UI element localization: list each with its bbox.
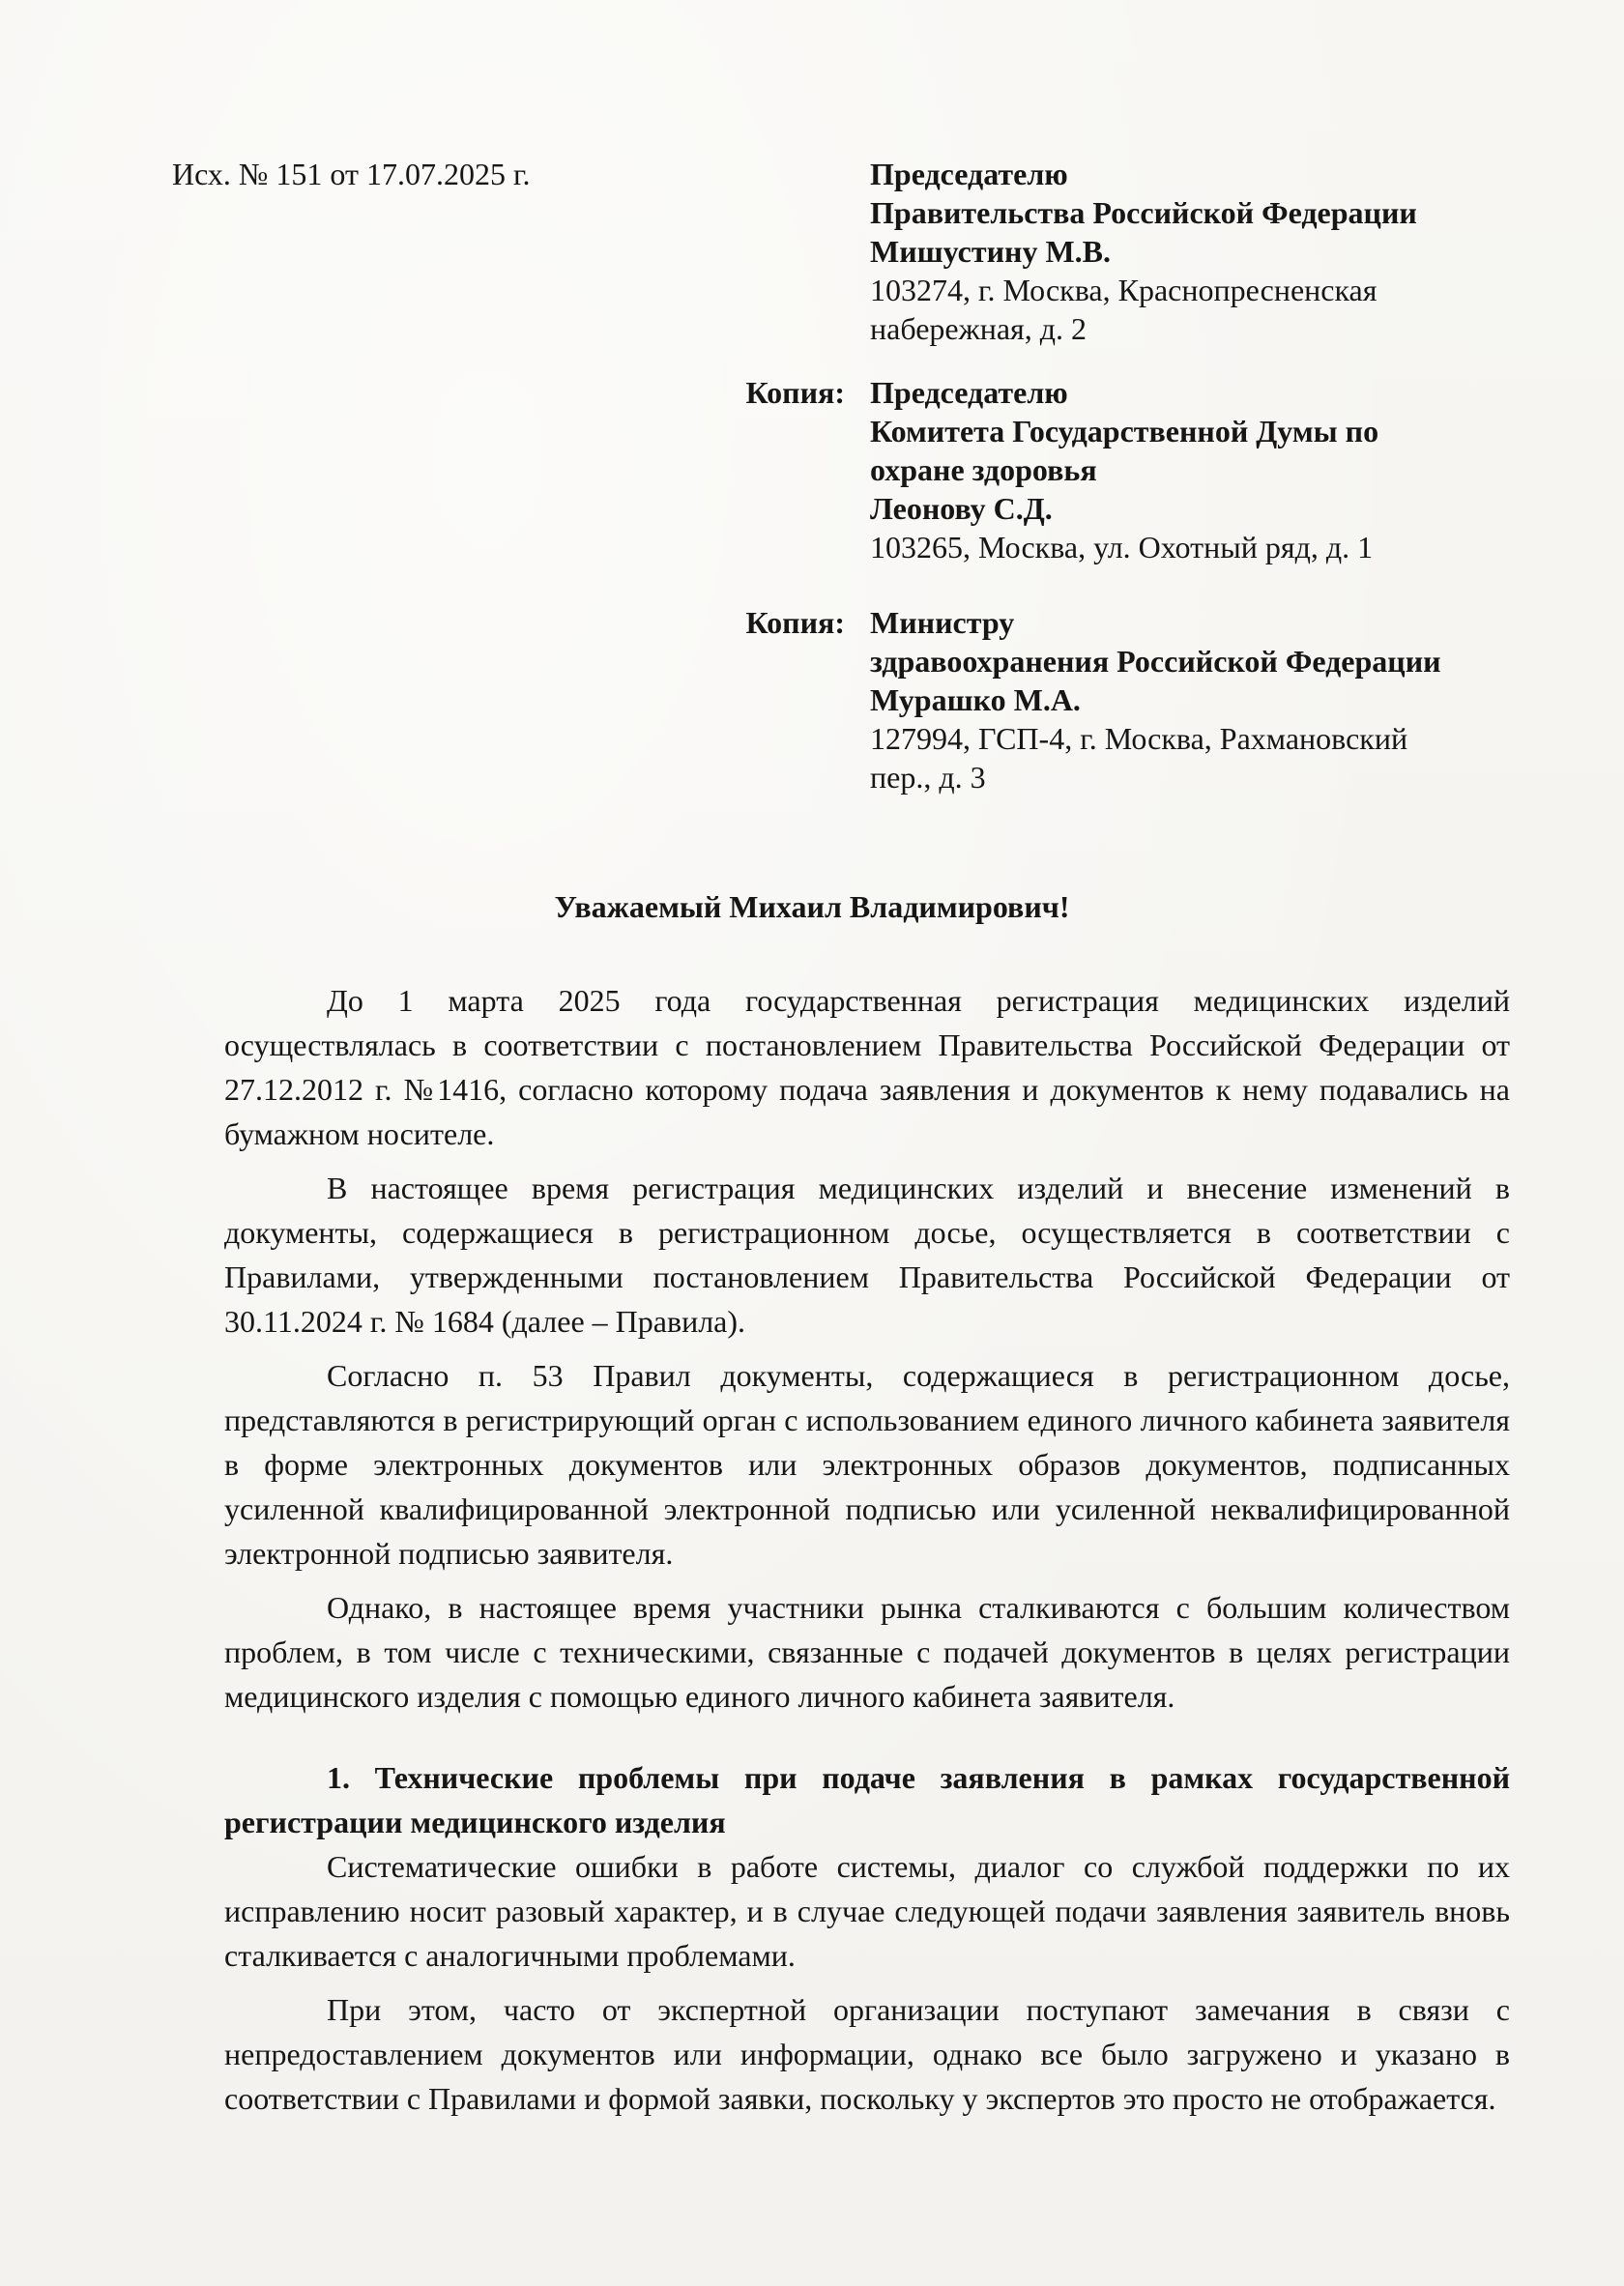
body-paragraph: В настоящее время регистрация медицинских изделий и внесение изменений в документы, содержащиеся в регистрационном досье, осуществляется в соответствии с Правилами, утвержденными постановлением Правительства Российской Федерации от 30.11.2024 г. № 1684 (далее – Правила). — [224, 1171, 1510, 1339]
body-paragraph: Однако, в настоящее время участники рынка сталкиваются с большим количеством проблем, в том числе с техническими, связанные с подачей документов в целях регистрации медицинского изделия с помощью единого личного кабинета заявителя. — [224, 1590, 1510, 1714]
section-heading: 1. Технические проблемы при подаче заявления в рамках государственной регистрации медицинского изделия — [224, 1760, 1510, 1839]
copy-label: Копия: — [745, 605, 845, 640]
addressee-line: охране здоровья — [870, 452, 1097, 487]
addressee-block — [870, 373, 1547, 566]
addressee-line: Председателю — [870, 375, 1068, 410]
addressee-line: пер., д. 3 — [870, 760, 986, 795]
salutation: Уважаемый Михаил Владимирович! — [554, 889, 1070, 924]
addressee-block — [870, 603, 1547, 796]
addressee-line: Комитета Государственной Думы по — [870, 414, 1379, 449]
body-paragraph: Согласно п. 53 Правил документы, содержащиеся в регистрационном досье, представляются в регистрирующий орган с использованием единого личного кабинета заявителя в форме электронных документов или электронных образов документов, подписанных усиленной квалифицированной электронной подписью или усиленной неквалифицированной электронной подписью заявителя. — [224, 1358, 1510, 1571]
outgoing-reference: Исх. № 151 от 17.07.2025 г. — [172, 157, 531, 191]
addressee-line: Мишустину М.В. — [870, 234, 1112, 269]
addressee-line: Министру — [870, 605, 1015, 640]
body-paragraph: Систематические ошибки в работе системы, диалог со службой поддержки по их исправлению носит разовый характер, и в случае следующей подачи заявления заявитель вновь сталкивается с аналогичными проблемами. — [224, 1849, 1510, 1973]
body-paragraph: При этом, часто от экспертной организации поступают замечания в связи с непредоставлением документов или информации, однако все было загружено и указано в соответствии с Правилами и формой заявки, поскольку у экспертов это просто не отображается. — [224, 1992, 1510, 2116]
letter-body — [224, 978, 1510, 2130]
copy-label: Копия: — [745, 375, 845, 410]
addressee-line: Правительства Российской Федерации — [870, 195, 1417, 230]
addressee-block — [870, 155, 1547, 348]
addressee-line: набережная, д. 2 — [870, 311, 1088, 346]
addressee-line: 103265, Москва, ул. Охотный ряд, д. 1 — [870, 530, 1374, 564]
addressee-line: 127994, ГСП-4, г. Москва, Рахмановский — [870, 721, 1408, 756]
addressee-line: Председателю — [870, 157, 1068, 191]
addressee-line: 103274, г. Москва, Краснопресненская — [870, 273, 1378, 307]
addressee-line: Леонову С.Д. — [870, 491, 1053, 526]
addressee-line: здравоохранения Российской Федерации — [870, 644, 1441, 679]
addressee-line: Мурашко М.А. — [870, 682, 1081, 717]
body-paragraph: До 1 марта 2025 года государственная регистрация медицинских изделий осуществлялась в соответствии с постановлением Правительства Российской Федерации от 27.12.2012 г. №1416, согласно которому подача заявления и документов к нему подавались на бумажном носителе. — [224, 983, 1510, 1151]
